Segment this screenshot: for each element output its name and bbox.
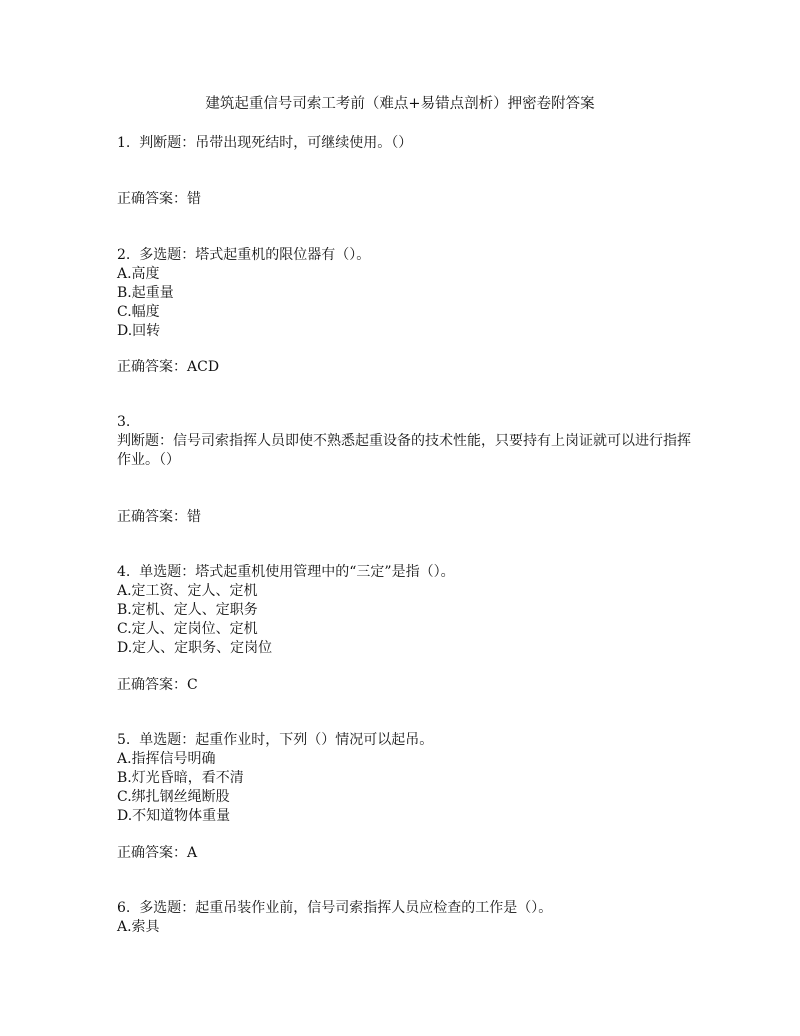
- option-c: C.绑扎钢丝绳断股: [117, 789, 230, 805]
- option-b: B.灯光昏暗，看不清: [117, 770, 244, 786]
- option-a: A.索具: [117, 919, 160, 935]
- option-b: B.起重量: [117, 285, 174, 301]
- question-5: [117, 731, 433, 750]
- answer-3: 正确答案：错: [117, 509, 201, 525]
- question-text: 单选题：塔式起重机使用管理中的“三定”是指（）。: [139, 564, 455, 580]
- option-c: C.幅度: [117, 304, 160, 320]
- question-number: 1.: [117, 135, 131, 151]
- question-number: 4.: [117, 564, 131, 580]
- answer-1: 正确答案：错: [117, 191, 201, 207]
- option-d: D.定人、定职务、定岗位: [117, 640, 273, 656]
- answer-2: 正确答案：ACD: [117, 359, 220, 375]
- question-number: 3.: [117, 414, 131, 430]
- option-d: D.回转: [117, 323, 161, 339]
- question-text: 判断题：信号司索指挥人员即使不熟悉起重设备的技术性能，只要持有上岗证就可以进行指挥作业。（）: [117, 433, 691, 468]
- document-title: 建筑起重信号司索工考前（难点+易错点剖析）押密卷附答案: [205, 96, 595, 112]
- option-c: C.定人、定岗位、定机: [117, 621, 258, 637]
- question-number: 5.: [117, 732, 131, 748]
- question-text: 单选题：起重作业时，下列（）情况可以起吊。: [139, 732, 434, 748]
- option-b: B.定机、定人、定职务: [117, 602, 258, 618]
- question-6: [117, 899, 552, 918]
- answer-5: 正确答案：A: [117, 845, 198, 861]
- question-text: 判断题：吊带出现死结时，可继续使用。（）: [139, 135, 413, 151]
- question-text: 多选题：起重吊装作业前，信号司索指挥人员应检查的工作是（）。: [139, 900, 553, 916]
- option-a: A.指挥信号明确: [117, 751, 216, 767]
- question-text: 多选题：塔式起重机的限位器有（）。: [139, 247, 371, 263]
- question-number: 2.: [117, 247, 131, 263]
- question-2: [117, 246, 370, 265]
- question-number: 6.: [117, 900, 131, 916]
- question-1: [117, 134, 412, 153]
- answer-4: 正确答案：C: [117, 677, 198, 693]
- option-d: D.不知道物体重量: [117, 808, 231, 824]
- option-a: A.高度: [117, 266, 160, 282]
- option-a: A.定工资、定人、定机: [117, 583, 258, 599]
- question-4: [117, 563, 455, 582]
